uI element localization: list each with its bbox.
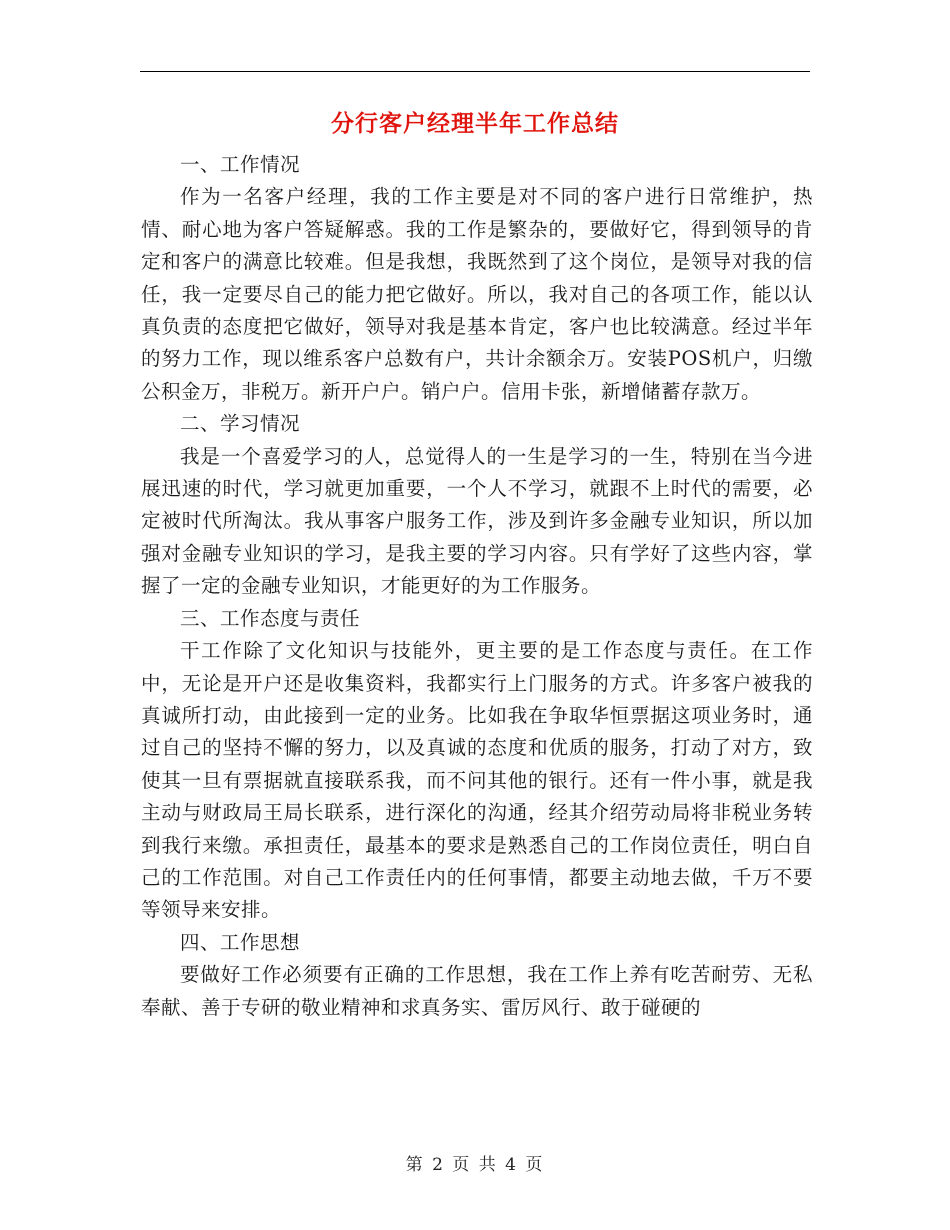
section-heading-thinking: 四、工作思想 bbox=[180, 930, 301, 954]
section-heading-attitude: 三、工作态度与责任 bbox=[180, 606, 361, 630]
paragraph-attitude: 干工作除了文化知识与技能外，更主要的是工作态度与责任。在工作中，无论是开户还是收集资料，我都实行上门服务的方式。许多客户被我的真诚所打动，由此接到一定的业务。比如我在争取华恒票据这项业务时，通过自己的坚持不懈的努力，以及真诚的态度和优质的服务，打动了对方，致使其一旦有票据就直接联系我，而不问其他的银行。还有一件小事，就是我主动与财政局王局长联系，进行深化的沟通，经其介绍劳动局将非税业务转到我行来缴。承担责任，最基本的要求是熟悉自己的工作岗位责任，明白自己的工作范围。对自己工作责任内的任何事情，都要主动地去做，千万不要等领导来安排。 bbox=[141, 639, 813, 922]
document-body bbox=[141, 149, 813, 1024]
paragraph-work: 作为一名客户经理，我的工作主要是对不同的客户进行日常维护，热情、耐心地为客户答疑解惑。我的工作是繁杂的，要做好它，得到领导的肯定和客户的满意比较难。但是我想，我既然到了这个岗位，是领导对我的信任，我一定要尽自己的能力把它做好。所以，我对自己的各项工作，能以认真负责的态度把它做好，领导对我是基本肯定，客户也比较满意。经过半年的努力工作，现以维系客户总数有户，共计余额余万。安装POS机户，归缴公积金万，非税万。新开户户。销户户。信用卡张，新增储蓄存款万。 bbox=[141, 185, 813, 403]
paragraph-thinking: 要做好工作必须要有正确的工作思想，我在工作上养有吃苦耐劳、无私奉献、善于专研的敬业精神和求真务实、雷厉风行、敢于碰硬的 bbox=[141, 963, 813, 1019]
paragraph-study: 我是一个喜爱学习的人，总觉得人的一生是学习的一生，特别在当今进展迅速的时代，学习就更加重要，一个人不学习，就跟不上时代的需要，必定被时代所淘汰。我从事客户服务工作，涉及到许多金融专业知识，所以加强对金融专业知识的学习，是我主要的学习内容。只有学好了这些内容，掌握了一定的金融专业知识，才能更好的为工作服务。 bbox=[141, 444, 813, 598]
header-rule bbox=[140, 71, 810, 72]
document-title: 分行客户经理半年工作总结 bbox=[331, 111, 619, 137]
section-heading-work: 一、工作情况 bbox=[180, 153, 301, 176]
page-number: 第 2 页 共 4 页 bbox=[405, 1155, 545, 1175]
section-heading-study: 二、学习情况 bbox=[180, 412, 301, 436]
